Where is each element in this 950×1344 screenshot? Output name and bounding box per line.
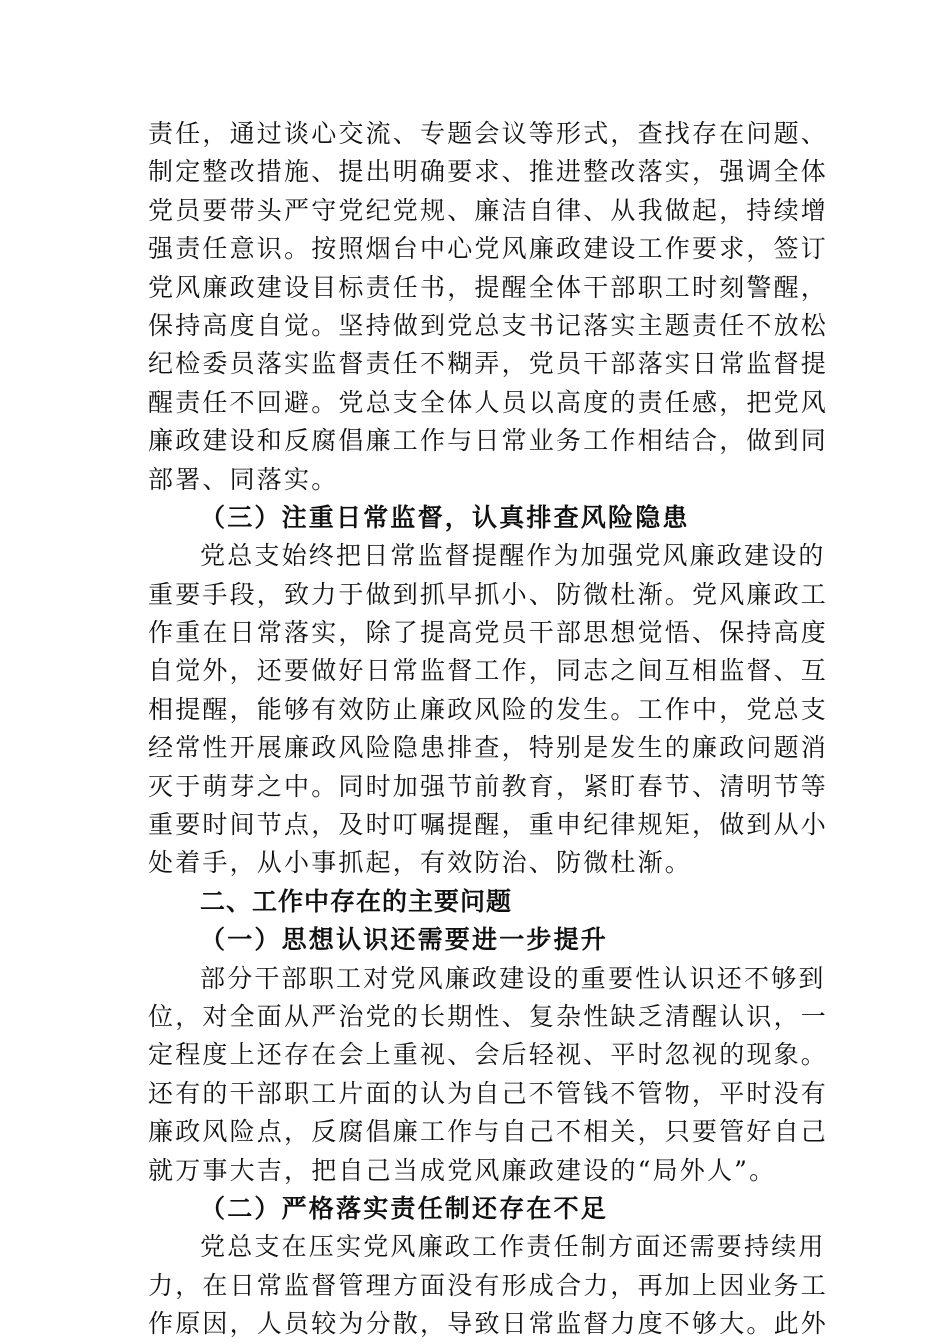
text-line: 重要手段，致力于做到抓早抓小、防微杜渐。党风廉政工: [148, 579, 829, 609]
text-line: 作原因，人员较为分散，导致日常监督力度不够大。此外: [148, 1309, 829, 1339]
text-line: 力，在日常监督管理方面没有形成合力，再加上因业务工: [148, 1270, 829, 1300]
text-line: 党风廉政建设目标责任书，提醒全体干部职工时刻警醒，: [148, 272, 829, 302]
text-line: 定程度上还存在会上重视、会后轻视、平时忽视的现象。: [148, 1040, 829, 1070]
paragraph-2: [148, 537, 829, 883]
text-line: 纪检委员落实监督责任不糊弄，党员干部落实日常监督提: [148, 349, 829, 379]
document-body: [148, 115, 829, 1344]
paragraph-4: [148, 1228, 829, 1343]
text-line: 党总支在压实党风廉政工作责任制方面还需要持续用: [200, 1232, 826, 1262]
text-line: 作重在日常落实，除了提高党员干部思想觉悟、保持高度: [148, 618, 829, 648]
subheading-section-3: （三）注重日常监督，认真排查风险隐患: [200, 502, 690, 532]
text-line: 灭于萌芽之中。同时加强节前教育，紧盯春节、清明节等: [148, 771, 829, 801]
text-line: 部署、同落实。: [148, 464, 339, 494]
text-line: 廉政风险点，反腐倡廉工作与自己不相关，只要管好自己: [148, 1117, 829, 1147]
text-line: 位，对全面从严治党的长期性、复杂性缺乏清醒认识，一: [148, 1001, 829, 1031]
text-line: 保持高度自觉。坚持做到党总支书记落实主题责任不放松: [148, 310, 829, 340]
text-line: 制定整改措施、提出明确要求、推进整改落实，强调全体: [148, 157, 829, 187]
text-line: 责任，通过谈心交流、专题会议等形式，查找存在问题、: [148, 119, 829, 148]
subheading-2-2: （二）严格落实责任制还存在不足: [200, 1193, 609, 1223]
text-line: 相提醒，能够有效防止廉政风险的发生。工作中，党总支: [148, 694, 829, 724]
paragraph-3: [148, 960, 829, 1190]
text-line: 廉政建设和反腐倡廉工作与日常业务工作相结合，做到同: [148, 426, 829, 456]
text-line: 还有的干部职工片面的认为自己不管钱不管物，平时没有: [148, 1078, 829, 1108]
subheading-2-1: （一）思想认识还需要进一步提升: [200, 925, 609, 955]
text-line: 处着手，从小事抓起，有效防治、防微杜渐。: [148, 848, 693, 878]
text-line: 自觉外，还要做好日常监督工作，同志之间互相监督、互: [148, 656, 829, 686]
paragraph-1: [148, 115, 829, 499]
text-line: 强责任意识。按照烟台中心党风廉政建设工作要求，签订: [148, 234, 829, 264]
text-line: 部分干部职工对党风廉政建设的重要性认识还不够到: [200, 963, 826, 993]
text-line: 就万事大吉，把自己当成党风廉政建设的“局外人”。: [148, 1155, 777, 1185]
text-line: 党总支始终把日常监督提醒作为加强党风廉政建设的: [200, 541, 826, 571]
text-line: 重要时间节点，及时叮嘱提醒，重申纪律规矩，做到从小: [148, 810, 829, 840]
text-line: 经常性开展廉政风险隐患排查，特别是发生的廉政问题消: [148, 733, 829, 763]
text-line: 党员要带头严守党纪党规、廉洁自律、从我做起，持续增: [148, 195, 829, 225]
section-heading-2: 二、工作中存在的主要问题: [200, 886, 513, 916]
text-line: 醒责任不回避。党总支全体人员以高度的责任感，把党风: [148, 387, 829, 417]
